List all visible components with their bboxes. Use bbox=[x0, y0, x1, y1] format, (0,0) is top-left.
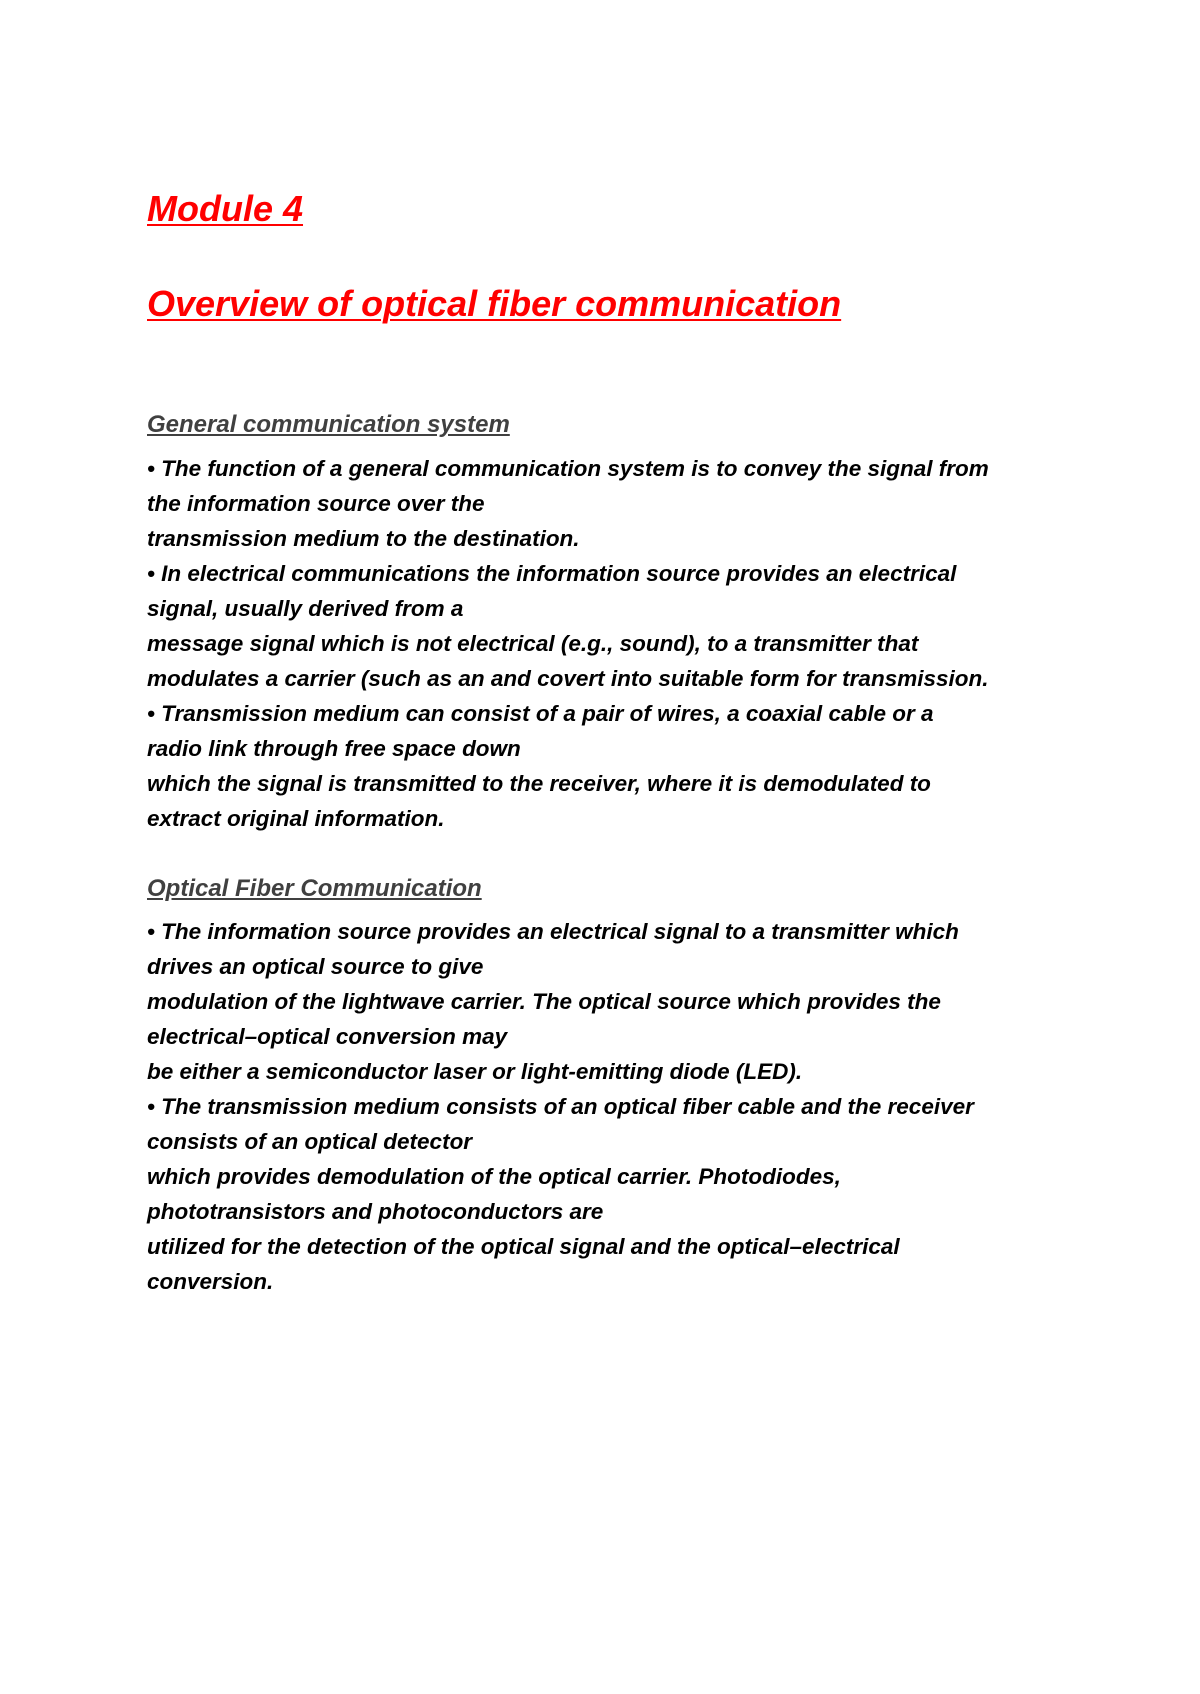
body-line: radio link through free space down bbox=[147, 736, 521, 761]
body-line: the information source over the bbox=[147, 491, 485, 516]
body-line: • The information source provides an electrical signal to a transmitter which bbox=[147, 919, 959, 944]
body-line: utilized for the detection of the optical signal and the optical–electrical bbox=[147, 1234, 900, 1259]
body-line: which the signal is transmitted to the receiver, where it is demodulated to bbox=[147, 771, 931, 796]
section-heading-optical-fiber-communication: Optical Fiber Communication bbox=[147, 875, 482, 902]
section-heading-general-communication: General communication system bbox=[147, 411, 510, 438]
body-line: extract original information. bbox=[147, 806, 445, 831]
main-title: Overview of optical fiber communication bbox=[147, 283, 842, 324]
body-line: signal, usually derived from a bbox=[147, 596, 464, 621]
body-line: • In electrical communications the information source provides an electrical bbox=[147, 561, 957, 586]
body-line: electrical–optical conversion may bbox=[147, 1024, 508, 1049]
body-line: • The function of a general communication system is to convey the signal from bbox=[147, 456, 989, 481]
body-line: • The transmission medium consists of an optical fiber cable and the receiver bbox=[147, 1094, 974, 1119]
body-line: modulation of the lightwave carrier. The optical source which provides the bbox=[147, 989, 941, 1014]
body-line: modulates a carrier (such as an and covert into suitable form for transmission. bbox=[147, 666, 989, 691]
module-title: Module 4 bbox=[147, 188, 304, 229]
body-line: message signal which is not electrical (e.g., sound), to a transmitter that bbox=[147, 631, 919, 656]
body-line: be either a semiconductor laser or light-emitting diode (LED). bbox=[147, 1059, 803, 1084]
body-line: transmission medium to the destination. bbox=[147, 526, 580, 551]
body-line: conversion. bbox=[147, 1269, 274, 1294]
body-line: which provides demodulation of the optical carrier. Photodiodes, bbox=[147, 1164, 841, 1189]
body-line: drives an optical source to give bbox=[147, 954, 484, 979]
body-line: phototransistors and photoconductors are bbox=[147, 1199, 604, 1224]
body-line: consists of an optical detector bbox=[147, 1129, 473, 1154]
body-line: • Transmission medium can consist of a pair of wires, a coaxial cable or a bbox=[147, 701, 934, 726]
